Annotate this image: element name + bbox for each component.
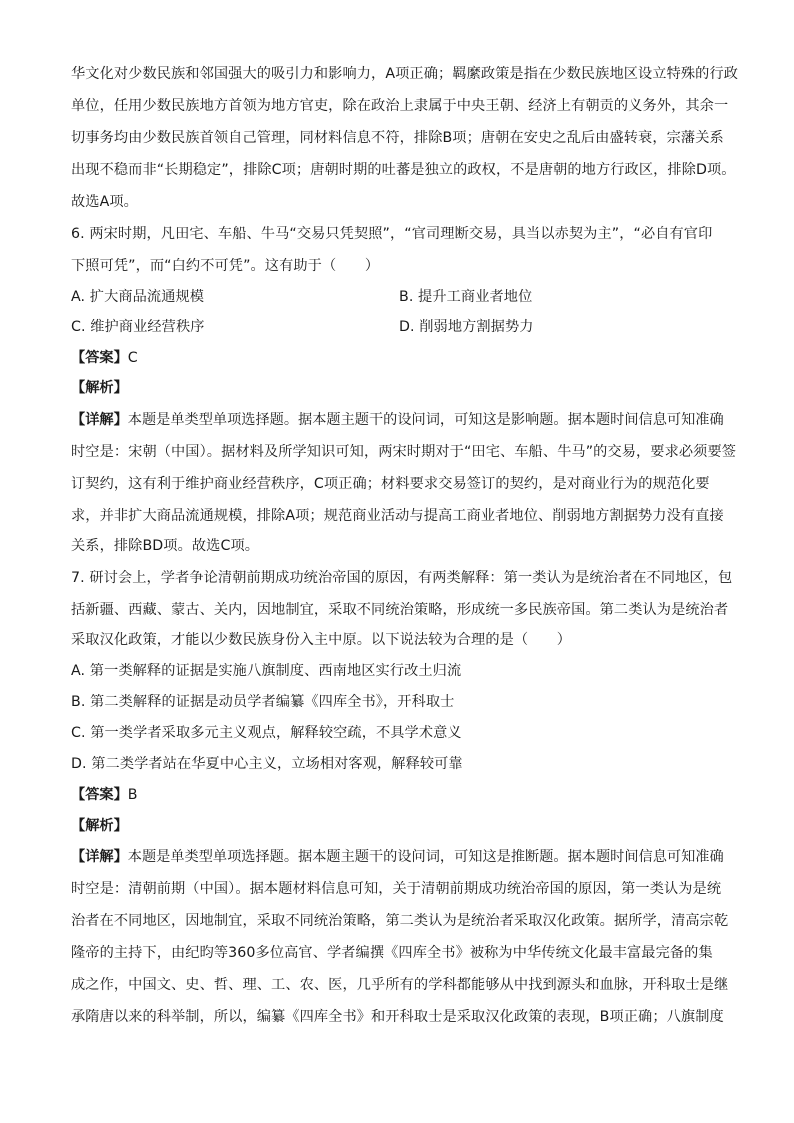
text-line: 华文化对少数民族和邻国强大的吸引力和影响力，A项正确；羁縻政策是指在少数民族地区设立特殊的行政 (71, 66, 739, 82)
detail-line: 时空是：清朝前期（中国）。据本题材料信息可知，关于清朝前期成功统治帝国的原因，第一类认为是统 (71, 881, 722, 897)
analysis-tag: 【解析】 (71, 818, 128, 834)
question-6-analysis (71, 378, 128, 398)
answer-tag: 【答案】 (71, 787, 128, 803)
question-6-option-b: B. 提升工商业者地位 (399, 289, 533, 305)
detail-line: 时空是：宋朝（中国）。据材料及所学知识可知，两宋时期对于“田宅、车船、牛马”的交易，要求必须要签 (71, 444, 737, 460)
question-6-option-c: C. 维护商业经营秩序 (71, 319, 205, 335)
question-7-option-d: D. 第二类学者站在华夏中心主义，立场相对客观，解释较可靠 (71, 756, 463, 772)
question-7-stem: 括新疆、西藏、蒙古、关内，因地制宜，采取不同统治策略，形成统一多民族帝国。第二类认为是统治者 (71, 602, 729, 618)
question-7-detail (71, 847, 724, 867)
detail-text: 本题是单类型单项选择题。据本题主题干的设问词，可知这是影响题。据本题时间信息可知准确 (127, 412, 724, 428)
text-line: 出现不稳而非“长期稳定”，排除C项；唐朝时期的吐蕃是独立的政权，不是唐朝的地方行政区，排除D项。 (71, 162, 736, 178)
question-7-analysis (71, 816, 128, 836)
detail-line: 承隋唐以来的科举制，所以，编纂《四库全书》和开科取士是采取汉化政策的表现，B项正确；八旗制度 (71, 1009, 724, 1025)
question-7-option-b: B. 第二类解释的证据是动员学者编纂《四库全书》，开科取士 (71, 694, 455, 710)
answer-tag: 【答案】 (71, 350, 128, 366)
question-6-stem: 6. 两宋时期，凡田宅、车船、牛马“交易只凭契照”，“官司理断交易，具当以赤契为主”，“必自有官印 (71, 226, 713, 242)
question-6-option-d: D. 削弱地方割据势力 (399, 319, 534, 335)
answer-value: B (127, 787, 138, 803)
question-7-option-a: A. 第一类解释的证据是实施八旗制度、西南地区实行改土归流 (71, 663, 462, 679)
detail-tag: 【详解】 (71, 849, 128, 865)
text-line: 单位，任用少数民族地方首领为地方官吏，除在政治上隶属于中央王朝、经济上有朝贡的义务外，其余一 (71, 98, 729, 114)
detail-tag: 【详解】 (71, 412, 128, 428)
question-7-stem: 采取汉化政策，才能以少数民族身份入主中原。以下说法较为合理的是（ ） (71, 632, 572, 648)
detail-line: 治者在不同地区，因地制宜，采取不同统治策略，第二类认为是统治者采取汉化政策。据所学，清高宗乾 (71, 913, 729, 929)
detail-line: 关系，排除BD项。故选C项。 (71, 538, 260, 554)
question-7-answer (71, 785, 138, 805)
detail-text: 本题是单类型单项选择题。据本题主题干的设问词，可知这是推断题。据本题时间信息可知准确 (127, 849, 724, 865)
detail-line: 隆帝的主持下，由纪昀等360多位高官、学者编撰《四库全书》被称为中华传统文化最丰富最完备的集 (71, 945, 713, 961)
question-7-stem: 7. 研讨会上，学者争论清朝前期成功统治帝国的原因，有两类解释：第一类认为是统治者在不同地区，包 (71, 570, 733, 586)
question-6-stem: 下照可凭”，而“白约不可凭”。这有助于（ ） (71, 258, 380, 274)
answer-value: C (127, 350, 138, 366)
question-6-option-a: A. 扩大商品流通规模 (71, 289, 205, 305)
question-6-answer (71, 348, 138, 368)
question-6-detail (71, 410, 724, 430)
detail-line: 订契约，这有利于维护商业经营秩序，C项正确；材料要求交易签订的契约，是对商业行为的规范化要 (71, 476, 710, 492)
question-7-option-c: C. 第一类学者采取多元主义观点，解释较空疏，不具学术意义 (71, 725, 462, 741)
analysis-tag: 【解析】 (71, 380, 128, 396)
text-line: 故选A项。 (71, 194, 138, 210)
detail-line: 成之作，中国文、史、哲、理、工、农、医，几乎所有的学科都能够从中找到源头和血脉，开科取士是继 (71, 977, 729, 993)
text-line: 切事务均由少数民族首领自己管理，同材料信息不符，排除B项；唐朝在安史之乱后由盛转衰，宗藩关系 (71, 130, 724, 146)
detail-line: 求，并非扩大商品流通规模，排除A项；规范商业活动与提高工商业者地位、削弱地方割据势力没有直接 (71, 508, 724, 524)
